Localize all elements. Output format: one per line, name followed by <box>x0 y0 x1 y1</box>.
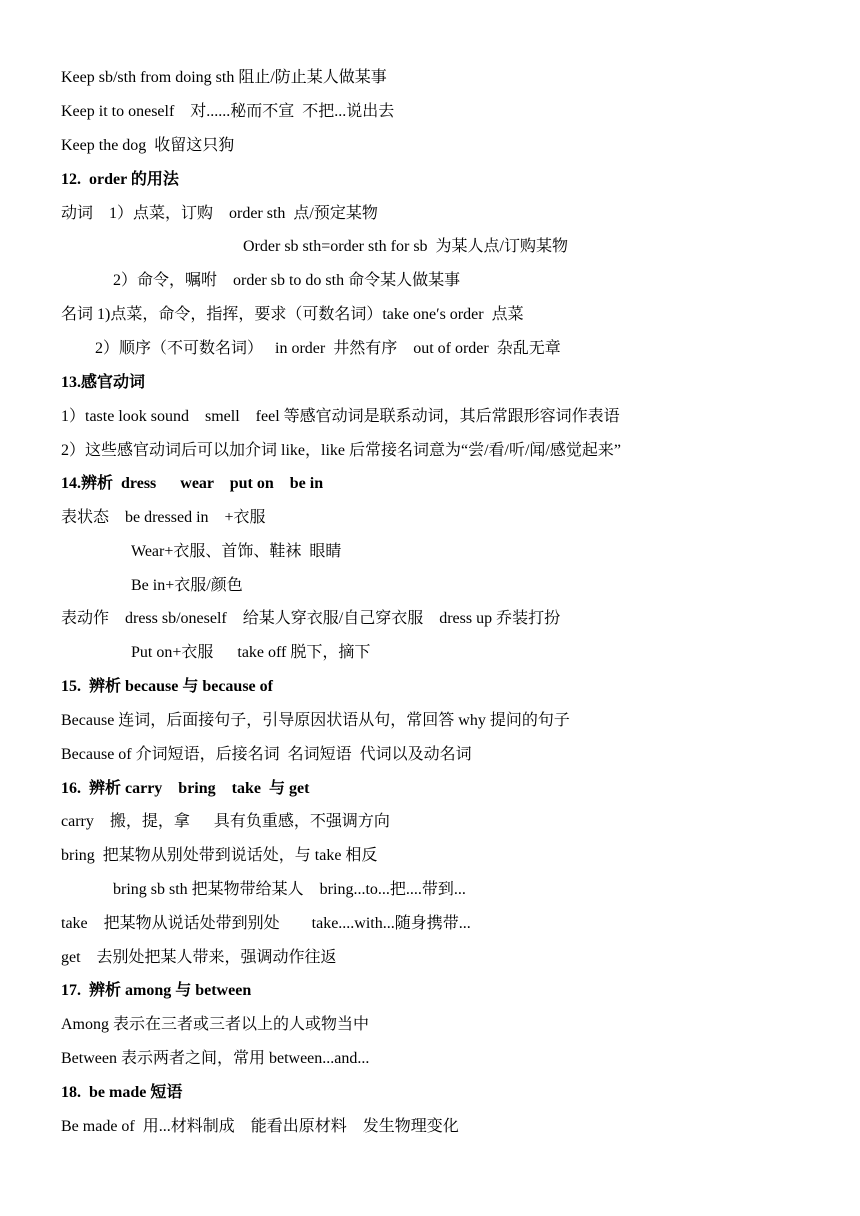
text-line: get 去别处把某人带来，强调动作往返 <box>61 949 337 966</box>
text-line: Because 连词，后面接句子，引导原因状语从句，常回答 why 提问的句子 <box>61 712 570 729</box>
text-line: Between 表示两者之间，常用 between...and... <box>61 1050 370 1067</box>
text-line: Be in+衣服/颜色 <box>131 577 243 594</box>
section-heading: 14.辨析 dress wear put on be in <box>61 475 324 492</box>
text-line: 名词 1)点菜，命令，指挥，要求（可数名词）take one′s order 点菜 <box>61 306 524 323</box>
text-line: Order sb sth=order sth for sb 为某人点/订购某物 <box>243 238 568 255</box>
section-heading: 17. 辨析 among 与 between <box>61 982 252 999</box>
text-line: 2）命令，嘱咐 order sb to do sth 命令某人做某事 <box>113 272 461 289</box>
text-line: Among 表示在三者或三者以上的人或物当中 <box>61 1016 370 1033</box>
text-line: 动词 1）点菜，订购 order sth 点/预定某物 <box>61 205 378 222</box>
section-heading: 12. order 的用法 <box>61 171 179 188</box>
text-line: take 把某物从说话处带到别处 take....with...随身携带... <box>61 915 471 932</box>
text-line: Keep sb/sth from doing sth 阻止/防止某人做某事 <box>61 69 387 86</box>
section-heading: 13.感官动词 <box>61 374 146 391</box>
section-heading: 18. be made 短语 <box>61 1084 183 1101</box>
section-heading: 15. 辨析 because 与 because of <box>61 678 273 695</box>
text-line: 表动作 dress sb/oneself 给某人穿衣服/自己穿衣服 dress up 乔装打扮 <box>61 610 561 627</box>
text-line: bring sb sth 把某物带给某人 bring...to...把....带到... <box>113 881 466 898</box>
text-line: Wear+衣服、首饰、鞋袜 眼睛 <box>131 543 342 560</box>
text-line: bring 把某物从别处带到说话处，与 take 相反 <box>61 847 378 864</box>
text-line: carry 搬，提，拿 具有负重感，不强调方向 <box>61 813 390 830</box>
text-line: 表状态 be dressed in +衣服 <box>61 509 266 526</box>
text-line: Keep it to oneself 对......秘而不宣 不把...说出去 <box>61 103 395 120</box>
section-heading: 16. 辨析 carry bring take 与 get <box>61 780 310 797</box>
text-line: Be made of 用...材料制成 能看出原材料 发生物理变化 <box>61 1118 459 1135</box>
text-line: 2）顺序（不可数名词） in order 井然有序 out of order 杂乱无章 <box>95 340 561 357</box>
text-line: 1）taste look sound smell feel 等感官动词是联系动词，其后常跟形容词作表语 <box>61 408 620 425</box>
text-line: Put on+衣服 take off 脱下，摘下 <box>131 644 371 661</box>
text-line: Because of 介词短语，后接名词 名词短语 代词以及动名词 <box>61 746 472 763</box>
text-line: Keep the dog 收留这只狗 <box>61 137 235 154</box>
text-line: 2）这些感官动词后可以加介词 like，like 后常接名词意为“尝/看/听/闻/感觉起来” <box>61 442 621 459</box>
